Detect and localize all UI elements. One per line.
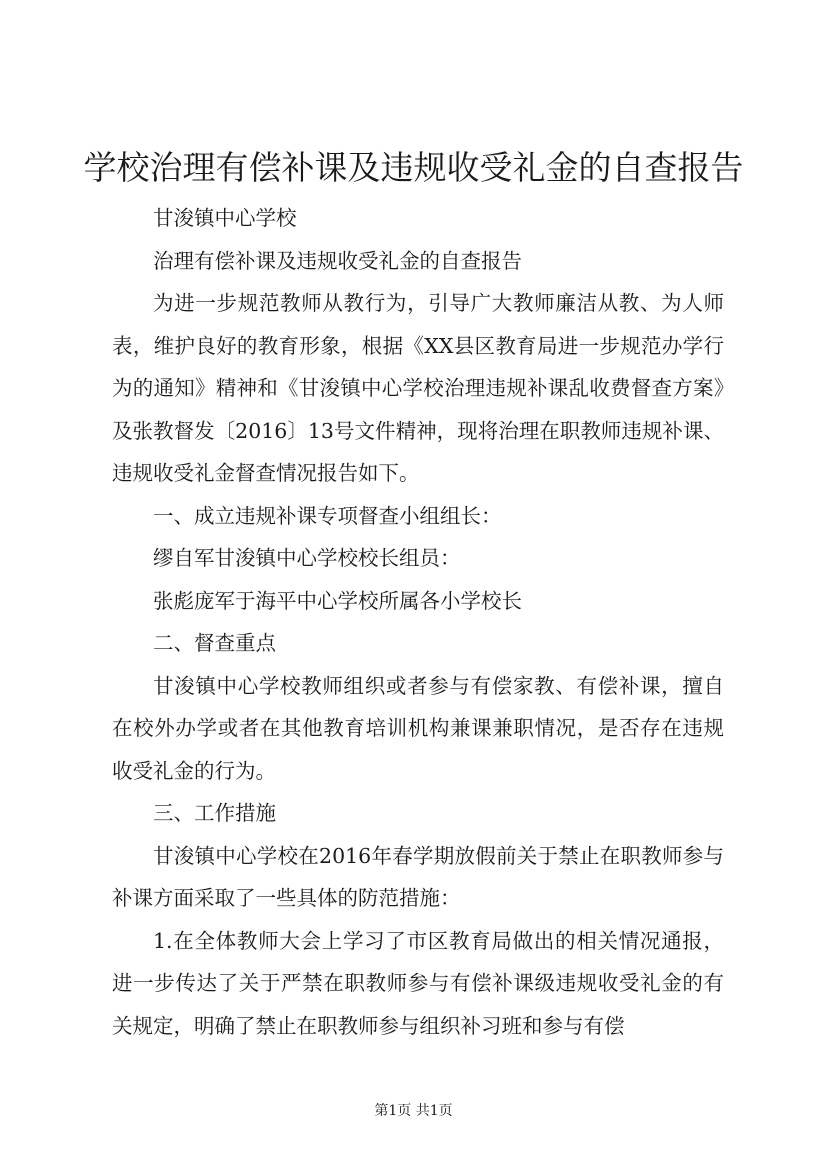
document-body: [112, 197, 724, 1047]
paragraph-section-2-heading: 二、督查重点: [153, 631, 276, 655]
paragraph-inspection-focus: 甘浚镇中心学校教师组织或者参与有偿家教、有偿补课，擅自在校外办学或者在其他教育培训机构兼课兼职情况，是否存在违规收受礼金的行为。: [112, 673, 724, 783]
paragraph-measures-intro: 甘浚镇中心学校在2016年春学期放假前关于禁止在职教师参与补课方面采取了一些具体的防范措施：: [112, 843, 724, 910]
paragraph-school-name: 甘浚镇中心学校: [153, 206, 297, 230]
paragraph-intro: 为进一步规范教师从教行为，引导广大教师廉洁从教、为人师表，维护良好的教育形象，根据《XX县区教育局进一步规范办学行为的通知》精神和《甘浚镇中心学校治理违规补课乱收费督查方案》及张教督发〔2016〕13号文件精神，现将治理在职教师违规补课、违规收受礼金督查情况报告如下。: [112, 291, 724, 485]
paragraph-subtitle: 治理有偿补课及违规收受礼金的自查报告: [153, 248, 522, 273]
paragraph-group-leader: 缪自军甘浚镇中心学校校长组员：: [153, 546, 461, 570]
page-footer: 第1页 共1页: [374, 1103, 453, 1119]
paragraph-measure-1: 1.在全体教师大会上学习了市区教育局做出的相关情况通报，进一步传达了关于严禁在职教师参与有偿补课级违规收受礼金的有关规定，明确了禁止在职教师参与组织补习班和参与有偿: [112, 928, 724, 1038]
paragraph-section-3-heading: 三、工作措施: [153, 801, 276, 825]
paragraph-section-1-heading: 一、成立违规补课专项督查小组组长：: [153, 503, 502, 528]
paragraph-group-members: 张彪庞军于海平中心学校所属各小学校长: [153, 588, 522, 613]
document-title: 学校治理有偿补课及违规收受礼金的自查报告: [83, 148, 744, 187]
